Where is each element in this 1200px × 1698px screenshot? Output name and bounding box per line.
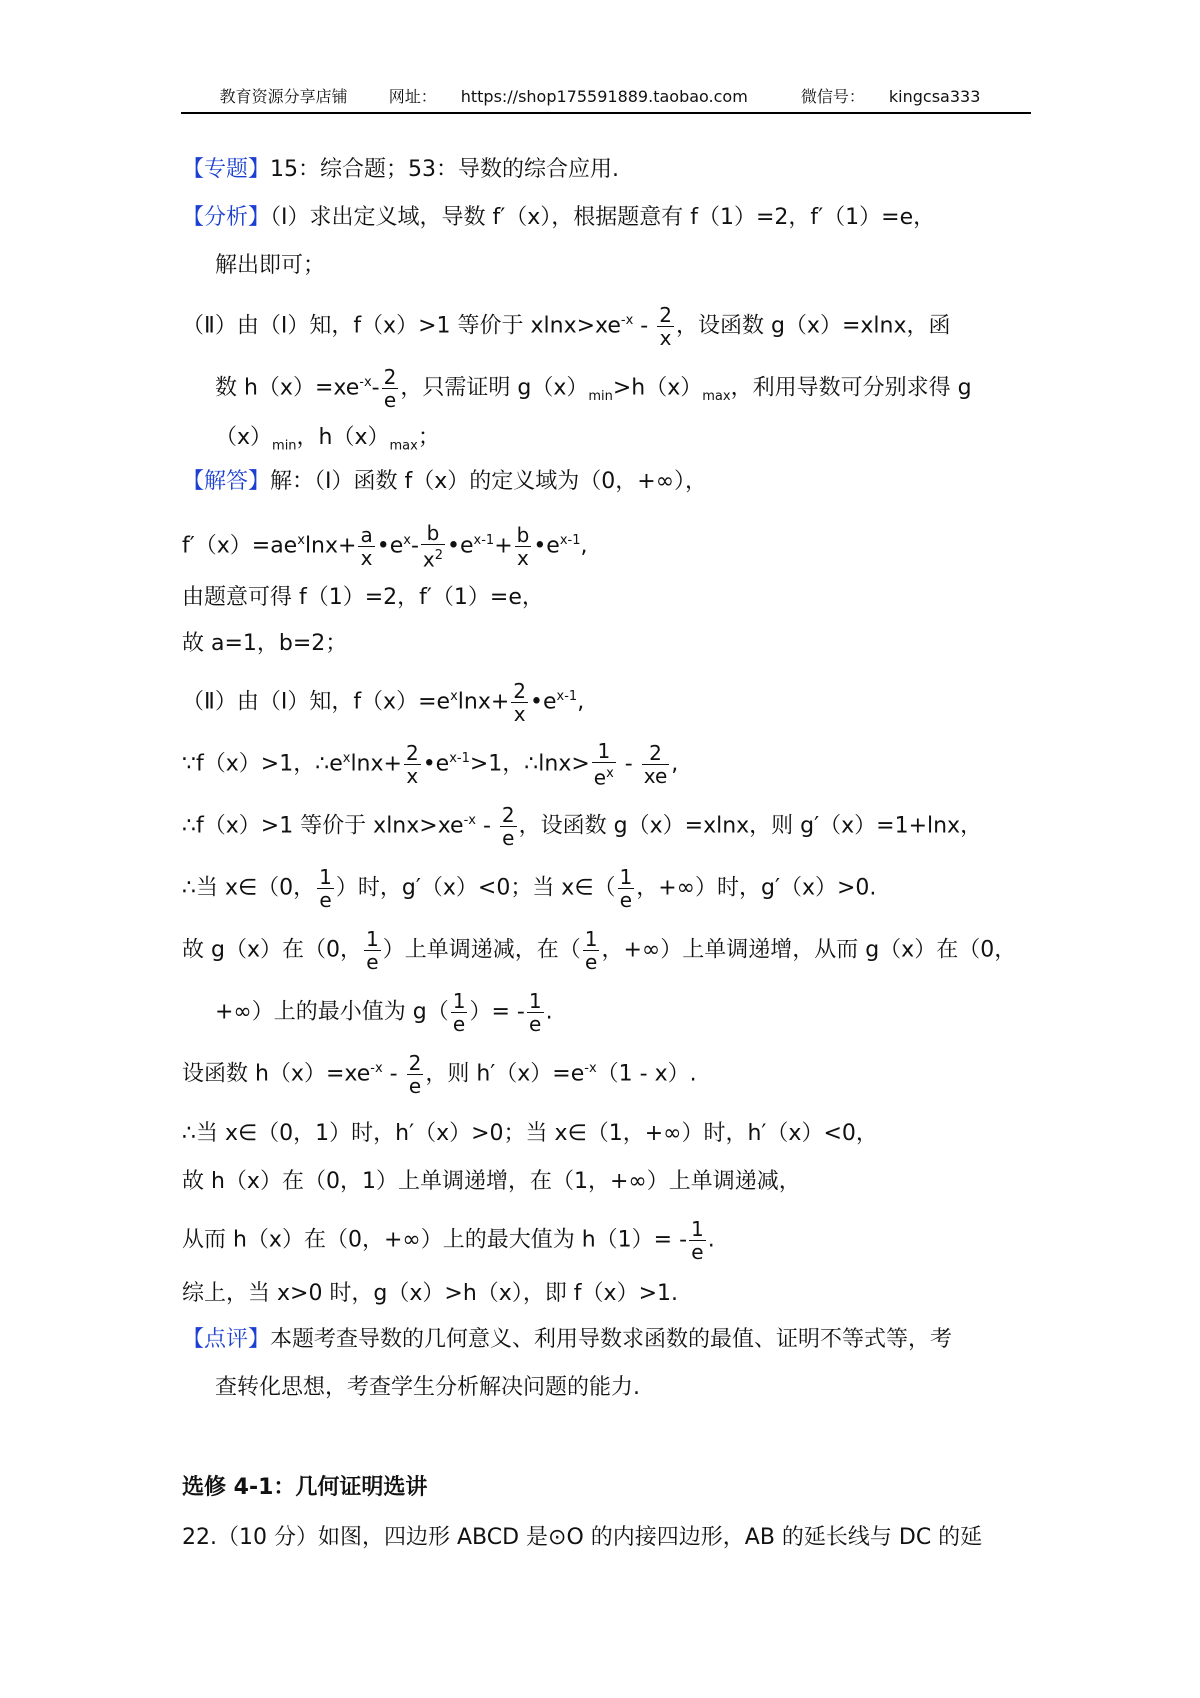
answer-text-11b: ，则 h′（x）=e	[425, 1061, 585, 1087]
answer-line-15	[182, 1280, 678, 1308]
answer-text-5b: lnx+	[457, 689, 510, 715]
answer-text-4: 故 a=1，b=2；	[182, 631, 348, 656]
answer-line-1	[182, 468, 707, 496]
answer-text-8a: ∴当 x∈（0，	[182, 875, 316, 901]
fraction: $\frac{b}{x^2}$	[422, 521, 444, 572]
fraction: $\frac{1}{e}$	[319, 865, 332, 912]
answer-text-10b: ）= -	[469, 999, 525, 1025]
comment-line-1	[182, 1326, 952, 1354]
fraction: $\frac{1}{e}$	[584, 927, 598, 974]
site-label: 网址：	[388, 87, 437, 106]
fraction: $\frac{1}{e}$	[619, 865, 633, 912]
fraction: $\frac{2}{x}$	[513, 679, 527, 726]
answer-text-11c: （1 - x）.	[596, 1061, 697, 1087]
comment-text-1: 本题考查导数的几何意义、利用导数求函数的最值、证明不等式等，考	[270, 1327, 953, 1352]
answer-text-15: 综上，当 x>0 时，g（x）>h（x），即 f（x）>1.	[182, 1281, 679, 1306]
analysis-text-2: 解出即可；	[215, 253, 326, 278]
analysis-text-5a: （x）	[215, 425, 273, 450]
comment-text-2: 查转化思想，考查学生分析解决问题的能力.	[215, 1375, 640, 1400]
answer-line-8	[182, 866, 876, 911]
answer-line-4	[182, 630, 347, 658]
answer-text-7b: ，设函数 g（x）=xlnx，则 g′（x）=1+lnx，	[518, 813, 983, 839]
section-title: 选修 4-1：几何证明选讲	[182, 1475, 428, 1500]
analysis-text-4c: >h（x）	[612, 375, 703, 401]
page-header	[181, 84, 1031, 114]
wechat-id: kingcsa333	[888, 87, 981, 106]
analysis-text-1: （Ⅰ）求出定义域，导数 f′（x），根据题意有 f（1）=2，f′（1）=e，	[270, 205, 936, 230]
fraction: $\frac{2}{x}$	[659, 303, 672, 350]
fraction: $\frac{1}{e}$	[528, 989, 542, 1036]
analysis-tag: 【分析】	[182, 205, 271, 230]
fraction: $\frac{2}{x}$	[405, 740, 419, 788]
analysis-text-4b: ，只需证明 g（x）	[400, 375, 589, 401]
analysis-text-3a: （Ⅱ）由（Ⅰ）知，f（x）>1 等价于 xlnx>xe	[182, 313, 621, 339]
answer-text-9c: ，+∞）上单调递增，从而 g（x）在（0，	[601, 937, 1017, 963]
answer-text-8b: ）时，g′（x）<0；当 x∈（	[335, 875, 616, 901]
answer-line-5: （Ⅱ）由（Ⅰ）知，$f(x)=e^x\ln x+$ $\frac{2}{x}$ $•e^{x-1}$,	[182, 679, 585, 726]
answer-line-7: ∴f（x）>1 等价于 $xlnx>xe^{-x}$ - $\frac{2}{e}$ ，设函数 g（x）=xlnx，则 g′（x）=1+lnx，	[182, 803, 983, 850]
topic-text: 15：综合题；53：导数的综合应用.	[270, 157, 619, 182]
answer-text-5a: （Ⅱ）由（Ⅰ）知，f（x）=e	[182, 689, 451, 715]
answer-text-8c: ，+∞）时，g′（x）>0.	[636, 875, 877, 901]
answer-text-1: 解：（Ⅰ）函数 f（x）的定义域为（0，+∞），	[270, 469, 708, 494]
analysis-line-5: $(x)_{min}$，$h(x)_{max}$；	[215, 425, 440, 454]
fraction: $\frac{1}{e}$	[691, 1217, 704, 1264]
question-22: 22.（10 分）如图，四边形 ABCD 是⊙O 的内接四边形，AB 的延长线与 DC 的延	[182, 1525, 983, 1550]
shop-name: 教育资源分享店铺	[219, 87, 348, 106]
answer-line-2: $f'(x)=ae^x\ln x+$ $\frac{a}{x}$ $•e^x-$ $\frac{b}{x^2}$ $•e^{x-1}+$ $\frac{b}{x}$ $•e^{x-1}$,	[182, 521, 588, 572]
comment-line-2	[215, 1374, 640, 1402]
site-url: https://shop175591889.taobao.com	[460, 87, 748, 106]
answer-text-12: ∴当 x∈（0，1）时，h′（x）>0；当 x∈（1，+∞）时，h′（x）<0，	[182, 1121, 878, 1146]
fraction: $\frac{1}{e^x}$	[593, 739, 614, 790]
fraction: $\frac{b}{x}$	[516, 522, 530, 570]
answer-text-6b: >1，∴lnx>	[469, 751, 590, 777]
fraction: $\frac{2}{e}$	[408, 1051, 422, 1098]
answer-text-13: 故 h（x）在（0，1）上单调递增，在（1，+∞）上单调递减，	[182, 1169, 801, 1194]
topic-line	[182, 156, 619, 184]
answer-text-2a: f′（x）=	[182, 533, 271, 559]
analysis-text-3b: ，设函数 g（x）=xlnx，函	[675, 313, 951, 339]
answer-text-7a: ∴f（x）>1 等价于 xlnx>xe	[182, 813, 464, 839]
analysis-line-2	[215, 252, 325, 280]
fraction: $\frac{1}{e}$	[365, 927, 379, 974]
answer-line-9	[182, 928, 1016, 973]
analysis-text-5b: ，h（x）	[296, 425, 390, 450]
answer-line-12	[182, 1120, 878, 1148]
answer-line-14: 从而 h（x）在（0，+∞）上的最大值为 h（1）= - $\frac{1}{e}$ .	[182, 1217, 715, 1264]
answer-tag: 【解答】	[182, 469, 271, 494]
analysis-text-4a: 数 h（x）=	[215, 375, 334, 401]
answer-text-3: 由题意可得 f（1）=2，f′（1）=e，	[182, 585, 544, 610]
answer-text-6a: ∵f（x）>1，∴e	[182, 751, 343, 777]
analysis-text-4d: ，利用导数可分别求得 g	[730, 375, 972, 401]
answer-text-9b: ）上单调递减，在（	[382, 937, 581, 963]
analysis-line-1	[182, 204, 935, 232]
analysis-text-5c: ；	[417, 425, 440, 450]
fraction: $\frac{1}{e}$	[452, 989, 466, 1036]
fraction: $\frac{2}{e}$	[383, 365, 397, 412]
analysis-line-3: （Ⅱ）由（Ⅰ）知，f（x）>1 等价于 $xlnx>xe^{-x}$ - $\frac{2}{x}$ ，设函数 g（x）=xlnx，函	[182, 303, 951, 350]
fraction: $\frac{a}{x}$	[360, 522, 373, 570]
answer-text-9a: 故 g（x）在（0，	[182, 937, 362, 963]
fraction: $\frac{2}{xe}$	[643, 740, 668, 788]
comment-tag: 【点评】	[182, 1327, 271, 1352]
analysis-line-4: 数 $h(x)=xe^{-x}-$ $\frac{2}{e}$ ，只需证明 $g(x)_{min}>h(x)_{max}$，利用导数可分别求得 g	[215, 365, 972, 412]
answer-line-6: ∵f（x）>1，$\therefore e^x\ln x+$ $\frac{2}{x}$ $•e^{x-1}>1$，∴lnx> $\frac{1}{e^x}$ - $\frac{2}{xe}$ ,	[182, 739, 679, 790]
topic-tag: 【专题】	[182, 157, 271, 182]
answer-text-11a: 设函数 h（x）=xe	[182, 1061, 371, 1087]
answer-line-13	[182, 1168, 801, 1196]
fraction: $\frac{2}{e}$	[501, 803, 515, 850]
answer-line-11: 设函数 $h(x)=xe^{-x}$ - $\frac{2}{e}$ ，则 $h'(x)=e^{-x}(1 - x)$.	[182, 1051, 697, 1098]
answer-text-10a: +∞）上的最小值为 g（	[215, 999, 449, 1025]
wechat-label: 微信号：	[800, 87, 865, 106]
answer-line-10: +∞）上的最小值为 g（ $\frac{1}{e}$ ）= - $\frac{1}{e}$ .	[215, 989, 553, 1036]
answer-line-3	[182, 584, 544, 612]
answer-text-14a: 从而 h（x）在（0，+∞）上的最大值为 h（1）= -	[182, 1227, 688, 1253]
